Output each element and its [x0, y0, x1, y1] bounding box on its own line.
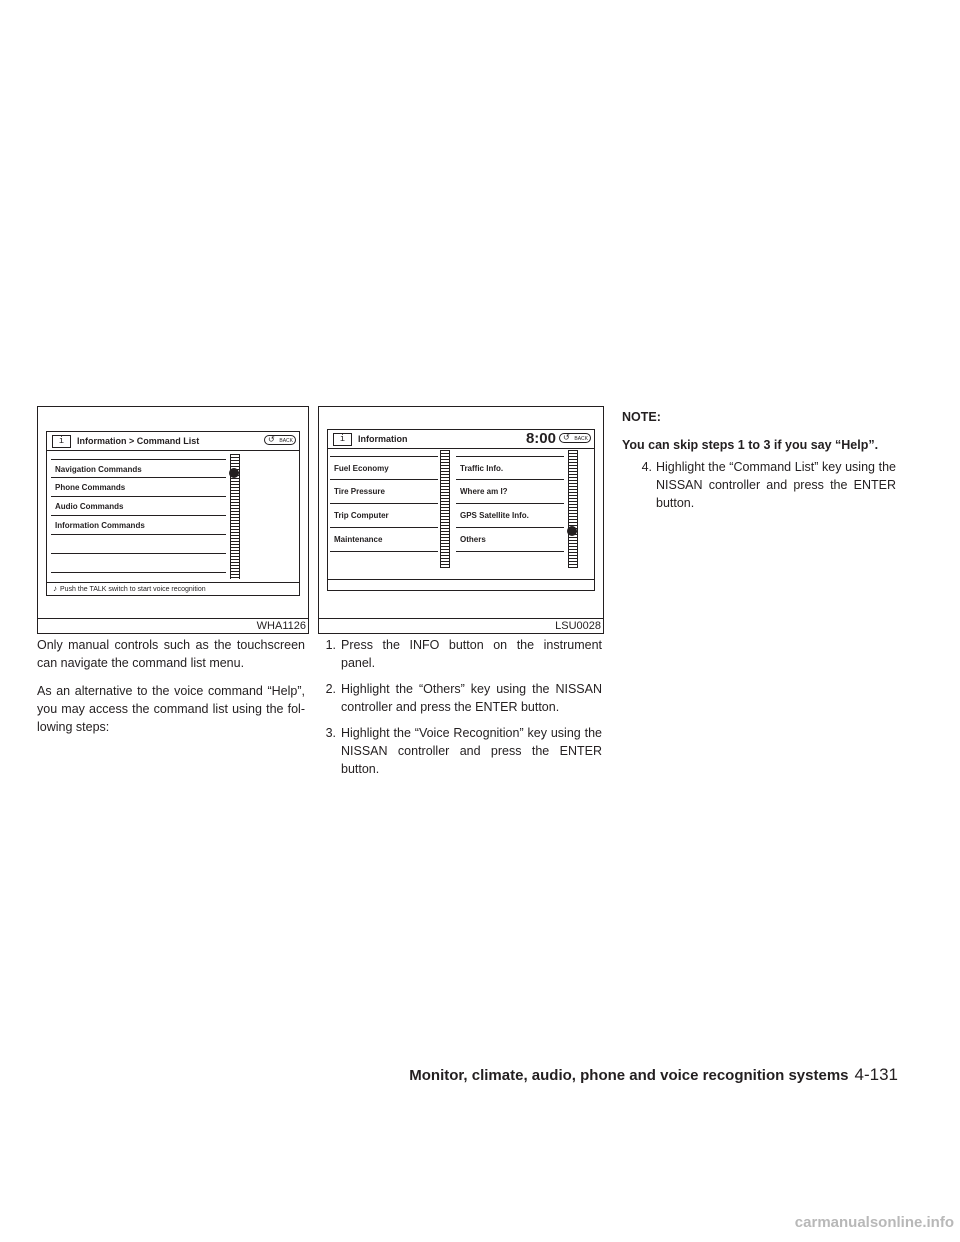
watermark: carmanualsonline.info	[794, 1214, 954, 1231]
info-icon: i	[333, 433, 352, 446]
menu-item-gps-satellite-info[interactable]: GPS Satellite Info.	[456, 504, 564, 528]
figure-information-menu	[318, 406, 604, 634]
screen-bottom-bar	[328, 579, 594, 590]
step-text: Highlight the “Voice Recognition” key using the NISSAN controller and press the ENTER button.	[341, 726, 602, 776]
back-button[interactable]	[264, 435, 296, 445]
step-item	[318, 680, 602, 716]
screen-header	[47, 432, 299, 451]
step-item	[318, 636, 602, 672]
back-arrow-icon: ↺	[268, 435, 275, 444]
menu-item-navigation-commands[interactable]: Navigation Commands	[51, 459, 226, 478]
command-menu	[51, 459, 226, 573]
step-number: 3.	[325, 726, 336, 740]
step-number: 2.	[325, 682, 336, 696]
back-arrow-icon: ↺	[563, 433, 570, 442]
voice-hint-text: Push the TALK switch to start voice recognition	[60, 586, 206, 593]
menu-item-empty	[51, 535, 226, 554]
menu-item-trip-computer[interactable]: Trip Computer	[330, 504, 438, 528]
menu-item-fuel-economy[interactable]: Fuel Economy	[330, 456, 438, 480]
menu-item-information-commands[interactable]: Information Commands	[51, 516, 226, 535]
column-2-steps	[318, 636, 602, 786]
column-3-note	[622, 408, 896, 512]
scroll-knob[interactable]	[229, 468, 239, 478]
talk-icon: ♪	[53, 584, 57, 593]
right-scrollbar[interactable]	[568, 450, 578, 568]
step-text: Highlight the “Others” key using the NISSAN controller and press the ENTER button.	[341, 682, 602, 714]
menu-item-empty	[51, 554, 226, 573]
voice-hint-bar	[47, 582, 299, 595]
left-scrollbar[interactable]	[440, 450, 450, 568]
menu-item-traffic-info[interactable]: Traffic Info.	[456, 456, 564, 480]
menu-item-maintenance[interactable]: Maintenance	[330, 528, 438, 552]
screen-title: Information > Command List	[77, 436, 200, 446]
information-screen	[327, 429, 595, 591]
paragraph: As an alternative to the voice command “Help”, you may access the command list using the fol-lowing steps:	[37, 684, 305, 734]
step-text: Highlight the “Command List” key using the NISSAN controller and press the ENTER button.	[656, 460, 896, 510]
information-menu-grid	[330, 456, 592, 556]
back-label: BACK	[574, 436, 588, 442]
column-1-text	[37, 636, 305, 746]
right-column	[456, 456, 564, 552]
menu-item-tire-pressure[interactable]: Tire Pressure	[330, 480, 438, 504]
figure-label: WHA1126	[253, 619, 308, 633]
note-heading: NOTE:	[622, 410, 661, 424]
note-text: You can skip steps 1 to 3 if you say “Help”.	[622, 438, 879, 452]
info-icon: i	[52, 435, 71, 448]
page-number: 4-131	[854, 1065, 898, 1084]
command-list-screen	[46, 431, 300, 596]
clock: 8:00	[525, 430, 556, 447]
step-number: 4.	[641, 460, 652, 474]
section-title: Monitor, climate, audio, phone and voice recognition systems	[409, 1067, 849, 1084]
paragraph: Only manual controls such as the touchscreen can navigate the command list menu.	[37, 638, 305, 670]
menu-item-where-am-i[interactable]: Where am I?	[456, 480, 564, 504]
left-column	[330, 456, 438, 552]
screen-title: Information	[358, 434, 408, 444]
figure-label: LSU0028	[551, 619, 603, 633]
screen-header	[328, 430, 594, 449]
scroll-knob[interactable]	[567, 526, 577, 536]
scrollbar[interactable]	[230, 454, 240, 579]
step-item	[622, 458, 896, 512]
step-text: Press the INFO button on the instrument panel.	[341, 638, 602, 670]
menu-item-phone-commands[interactable]: Phone Commands	[51, 478, 226, 497]
step-item	[318, 724, 602, 778]
step-number: 1.	[325, 638, 336, 652]
page-footer	[409, 1065, 898, 1085]
figure-command-list	[37, 406, 309, 634]
back-button[interactable]	[559, 433, 591, 443]
back-label: BACK	[279, 438, 293, 444]
menu-item-others[interactable]: Others	[456, 528, 564, 552]
menu-item-audio-commands[interactable]: Audio Commands	[51, 497, 226, 516]
